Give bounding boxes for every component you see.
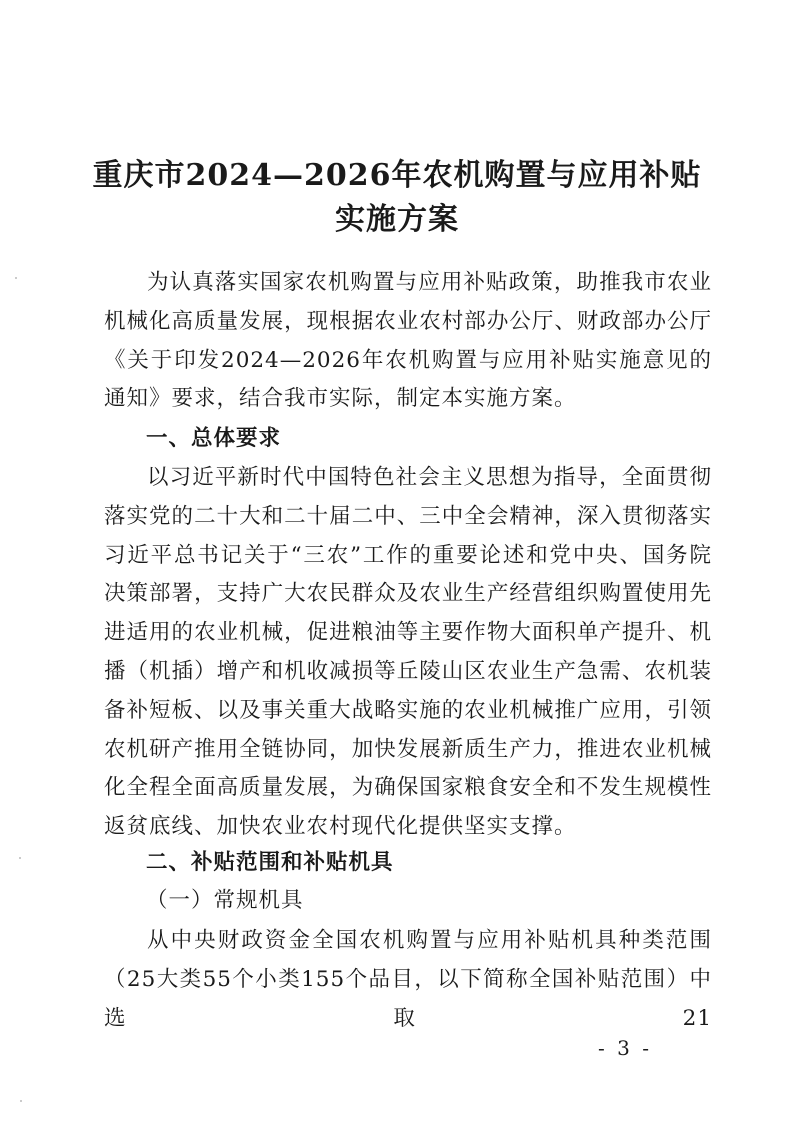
scan-speck [20, 1100, 22, 1102]
intro-paragraph: 为认真落实国家农机购置与应用补贴政策，助推我市农业机械化高质量发展，现根据农业农村部办公厅、财政部办公厅《关于印发2024—2026年农机购置与应用补贴实施意见的通知》要求，结合我市实际，制定本实施方案。 [104, 270, 712, 412]
document-title-line-2: 实施方案 [335, 202, 459, 237]
subsection-1-heading: （一）常规机具 [146, 888, 304, 913]
section-2-heading: 二、补贴范围和补贴机具 [146, 850, 394, 875]
document-title-line-1: 重庆市2024—2026年农机购置与应用补贴 [92, 158, 702, 193]
scan-speck [15, 277, 17, 279]
scan-speck [19, 857, 21, 859]
subsection-1-paragraph: 从中央财政资金全国农机购置与应用补贴机具种类范围（25大类55个小类155个品目，以下简称全国补贴范围）中选取21 [104, 928, 712, 1031]
section-1-paragraph: 以习近平新时代中国特色社会主义思想为指导，全面贯彻落实党的二十大和二十届二中、三中全会精神，深入贯彻落实习近平总书记关于“三农”工作的重要论述和党中央、国务院决策部署，支持广大农民群众及农业生产经营组织购置使用先进适用的农业机械，促进粮油等主要作物大面积单产提升、机播（机插）增产和机收减损等丘陵山区农业生产急需、农机装备补短板、以及事关重大战略实施的农业机械推广应用，引领农机研产推用全链协同，加快发展新质生产力，推进农业机械化全程全面高质量发展，为确保国家粮食安全和不发生规模性返贫底线、加快农业农村现代化提供坚实支撑。 [104, 465, 712, 840]
page-number: - 3 - [598, 1036, 652, 1060]
section-1-heading: 一、总体要求 [146, 426, 282, 451]
